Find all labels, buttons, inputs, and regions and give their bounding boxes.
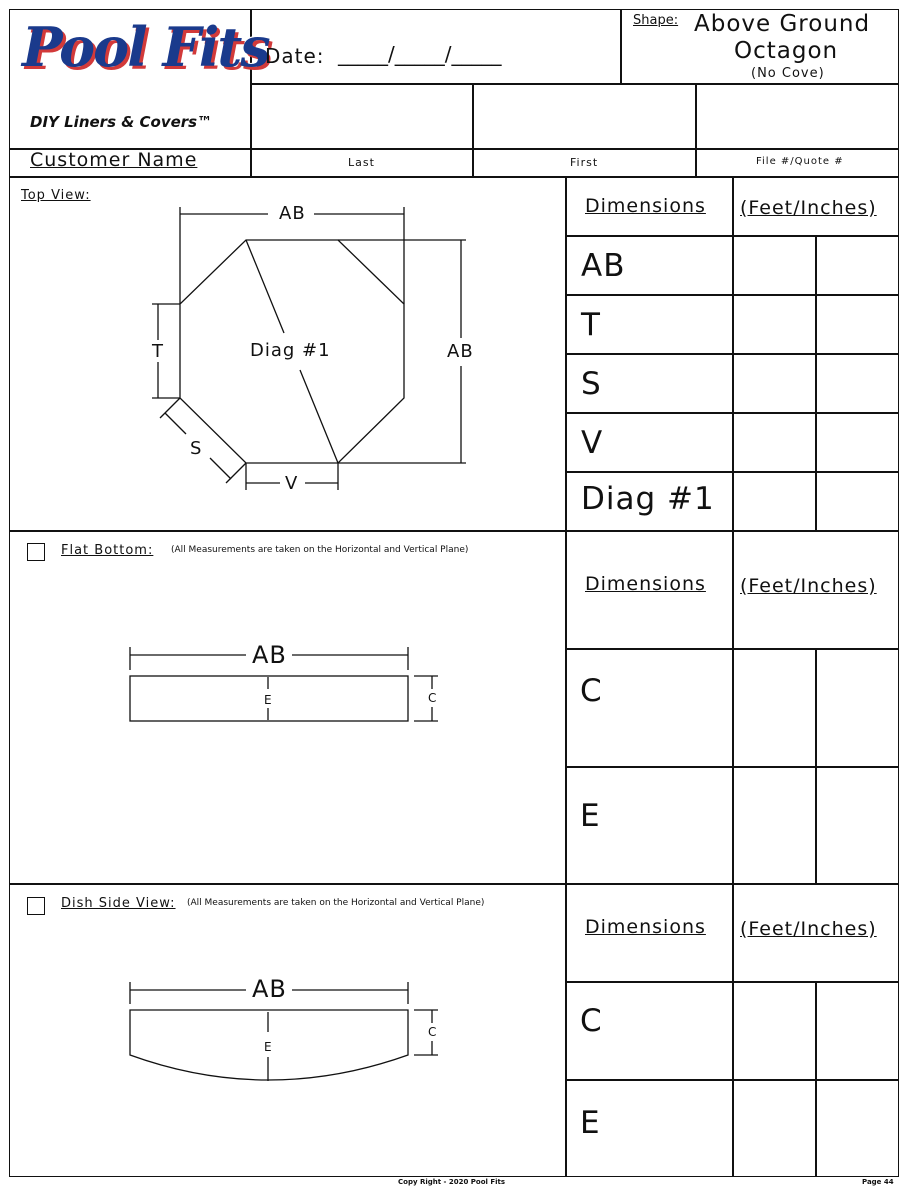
flat-ab-label: AB (252, 641, 287, 669)
flat-c-label: C (428, 691, 437, 705)
logo-tagline: DIY Liners & Covers™ (30, 113, 213, 131)
customer-name-label: Customer Name (30, 149, 198, 171)
row-label-s: S (581, 366, 602, 402)
shape-line2: Octagon (734, 38, 839, 64)
date-field[interactable]: _____/_____/_____ (338, 42, 502, 66)
col-first-label: First (570, 156, 599, 169)
dish-side-note: (All Measurements are taken on the Horizontal and Vertical Plane) (187, 898, 485, 908)
t-label: T (152, 341, 164, 362)
dish-e-label: E (264, 1040, 272, 1054)
flat-dimensions-header: Dimensions (585, 573, 706, 595)
top-units-header: (Feet/Inches) (740, 197, 877, 219)
s-label: S (190, 438, 203, 459)
dish-row-label-c: C (580, 1003, 603, 1039)
dish-e-inches-field[interactable] (817, 1081, 897, 1176)
top-dimensions-header: Dimensions (585, 195, 706, 217)
row-label-ab: AB (581, 248, 626, 284)
dish-ab-label: AB (252, 975, 287, 1003)
diag-label: Diag #1 (250, 340, 331, 361)
shape-line1: Above Ground (694, 11, 871, 37)
flat-bottom-note: (All Measurements are taken on the Horizontal and Vertical Plane) (171, 545, 469, 555)
shape-line3: (No Cove) (751, 66, 825, 81)
row-label-t: T (581, 307, 601, 343)
dish-side-title: Dish Side View: (61, 896, 176, 911)
row-label-v: V (581, 425, 604, 461)
flat-row-label-c: C (580, 673, 603, 709)
dish-c-inches-field[interactable] (817, 983, 897, 1078)
row-label-diag: Diag #1 (581, 481, 715, 517)
v-label: V (285, 473, 299, 494)
dish-c-label: C (428, 1025, 437, 1039)
logo-brand: Pool Fits (22, 15, 269, 79)
dish-units-header: (Feet/Inches) (740, 918, 877, 940)
dish-c-feet-field[interactable] (734, 983, 814, 1078)
top-view-title: Top View: (21, 188, 91, 203)
top-ab-label: AB (279, 203, 306, 224)
flat-row-label-e: E (580, 798, 601, 834)
flat-bottom-title: Flat Bottom: (61, 543, 154, 558)
date-label: Date: (265, 44, 325, 68)
footer-copyright: Copy Right - 2020 Pool Fits (398, 1178, 506, 1186)
right-ab-label: AB (447, 341, 474, 362)
flat-units-header: (Feet/Inches) (740, 575, 877, 597)
shape-label: Shape: (633, 13, 679, 28)
flat-e-label: E (264, 693, 272, 707)
col-file-label: File #/Quote # (756, 156, 844, 167)
col-last-label: Last (348, 156, 375, 169)
dish-row-label-e: E (580, 1105, 601, 1141)
dish-e-feet-field[interactable] (734, 1081, 814, 1176)
dish-dimensions-header: Dimensions (585, 916, 706, 938)
footer-page: Page 44 (862, 1178, 894, 1186)
